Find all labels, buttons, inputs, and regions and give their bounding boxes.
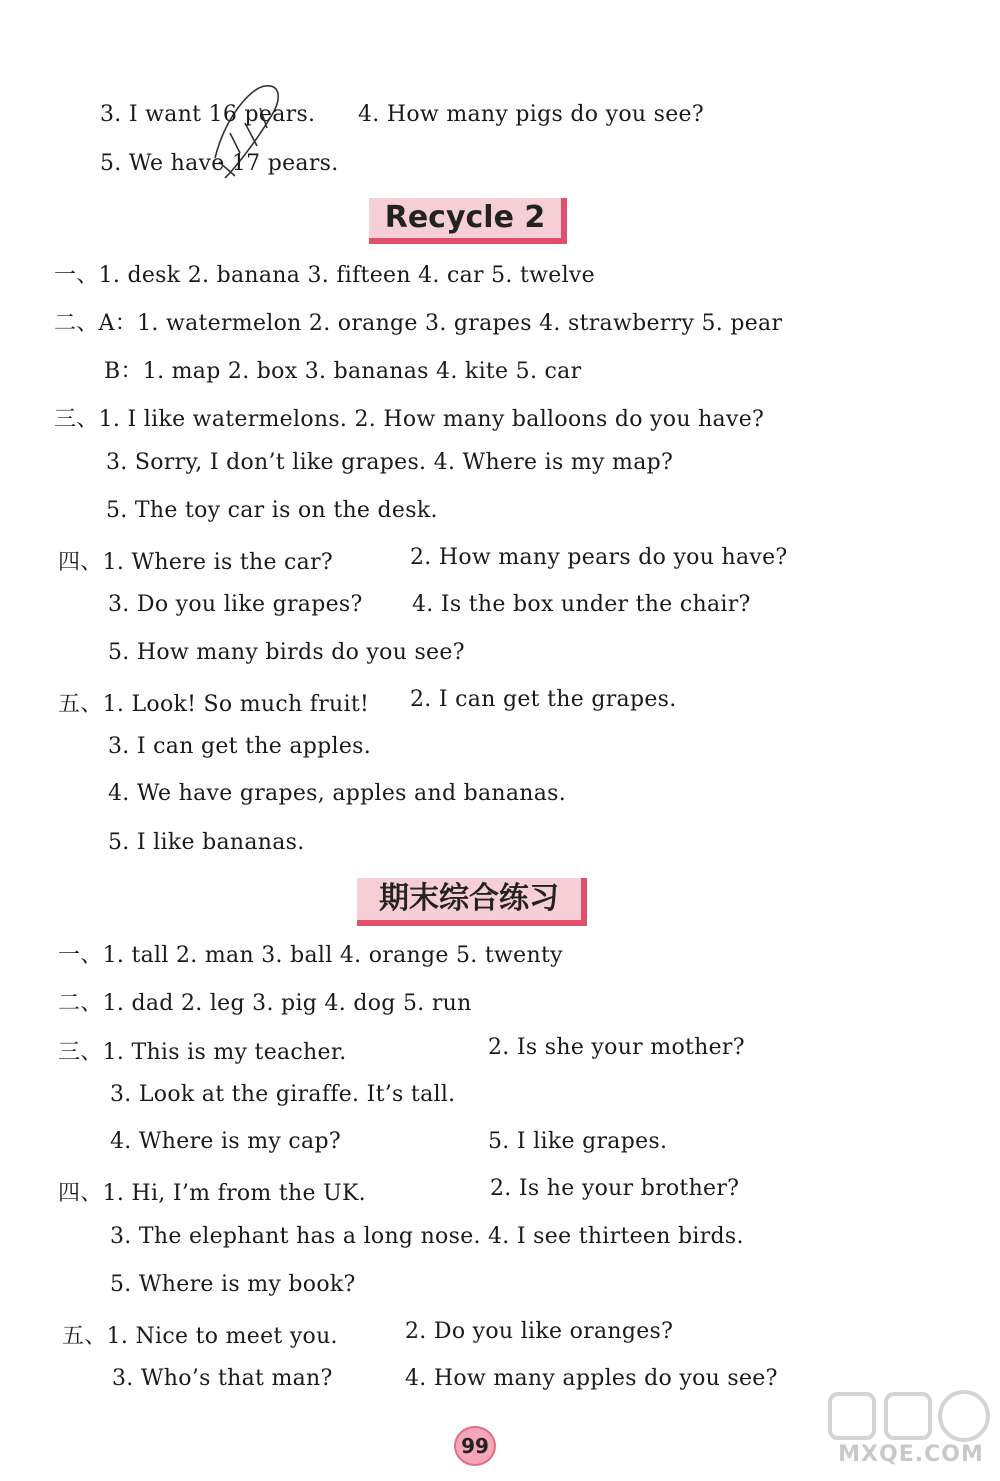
answer-left: 4. Where is my cap?: [110, 1129, 341, 1154]
answer-left: 3. The elephant has a long nose.: [110, 1224, 481, 1249]
answer-text: 5. Where is my book?: [110, 1272, 356, 1297]
answer-left: 五、1. Nice to meet you.: [62, 1324, 338, 1349]
section-heading-final-review: 期末综合练习: [357, 878, 587, 926]
answer-right: 5. I like grapes.: [488, 1129, 668, 1154]
answer-left: 五、1. Look! So much fruit!: [58, 692, 370, 717]
answer-right: 4. I see thirteen birds.: [488, 1224, 744, 1249]
answer-text: 二、A：1. watermelon 2. orange 3. grapes 4. strawberry 5. pear: [54, 311, 783, 336]
answer-right: 2. How many pears do you have?: [410, 545, 788, 570]
answer-right: 2. Is she your mother?: [488, 1035, 745, 1060]
answer-right: 2. Do you like oranges?: [405, 1319, 674, 1344]
answer-left: 四、1. Hi, I’m from the UK.: [58, 1181, 366, 1206]
answer-right: 4. Is the box under the chair?: [412, 592, 751, 617]
answer-text: 3. Sorry, I don’t like grapes. 4. Where is my map?: [106, 450, 674, 475]
answer-text: 5. I like bananas.: [108, 830, 305, 855]
answer-text: 3. Look at the giraffe. It’s tall.: [110, 1082, 456, 1107]
answer-text: 3. I can get the apples.: [108, 734, 372, 759]
answer-left: 3. Do you like grapes?: [108, 592, 363, 617]
answer-text: 5. The toy car is on the desk.: [106, 498, 438, 523]
watermark-text: MXQE.COM: [838, 1442, 984, 1467]
answer-right: 4. How many apples do you see?: [405, 1366, 778, 1391]
answer-right: 4. How many pigs do you see?: [358, 102, 704, 127]
answer-right: 2. Is he your brother?: [490, 1176, 740, 1201]
answer-left: 5. We have 17 pears.: [100, 151, 339, 176]
answer-left: 四、1. Where is the car?: [58, 550, 334, 575]
answer-text: 三、1. I like watermelons. 2. How many balloons do you have?: [54, 407, 765, 432]
answer-text: 二、1. dad 2. leg 3. pig 4. dog 5. run: [58, 991, 472, 1016]
answer-left: 3. Who’s that man?: [112, 1366, 333, 1391]
answer-text: 一、1. desk 2. banana 3. fifteen 4. car 5. twelve: [54, 263, 595, 288]
answer-left: 三、1. This is my teacher.: [58, 1040, 347, 1065]
answer-right: 2. I can get the grapes.: [410, 687, 677, 712]
answer-text: B：1. map 2. box 3. bananas 4. kite 5. car: [104, 359, 582, 384]
answer-text: 一、1. tall 2. man 3. ball 4. orange 5. twenty: [58, 943, 563, 968]
answer-text: 4. We have grapes, apples and bananas.: [108, 781, 567, 806]
section-heading-recycle: Recycle 2: [369, 198, 567, 244]
answer-left: 3. I want 16 pears.: [100, 102, 316, 127]
answer-text: 5. How many birds do you see?: [108, 640, 465, 665]
page-number: 99: [454, 1426, 496, 1466]
